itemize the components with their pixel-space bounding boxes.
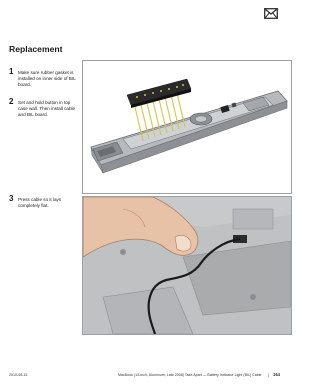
step-text: Set and hold button in top case wall. Then install cable and BIL board.	[18, 100, 76, 118]
bil-board-photo	[82, 60, 292, 194]
footer-title: MacBook (13-inch, Aluminum, Late 2008) Take Apart — Battery Indicator Light (BIL) Cable	[118, 373, 262, 377]
step-text: Make sure rubber gasket is installed on inner side of BIL board.	[18, 70, 76, 88]
page-number: 164	[273, 372, 280, 377]
step-number: 1	[9, 67, 14, 76]
section-title: Replacement	[9, 44, 63, 54]
cable-press-photo	[82, 196, 292, 335]
cable-press-illustration	[83, 197, 291, 334]
step-number: 2	[9, 97, 14, 106]
step-text: Press cable so it lays completely flat.	[18, 197, 62, 209]
step-number: 3	[9, 194, 14, 203]
footer-separator: |	[268, 373, 269, 377]
mail-icon[interactable]	[264, 8, 278, 19]
footer-date: 2010-06-15	[9, 373, 28, 377]
bil-board-illustration	[83, 61, 291, 193]
